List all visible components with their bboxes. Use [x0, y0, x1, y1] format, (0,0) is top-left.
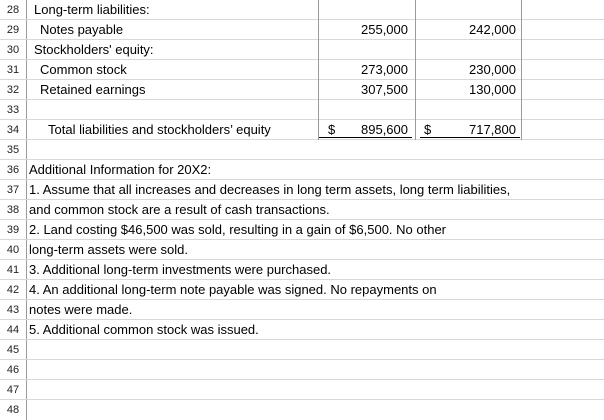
- row-number[interactable]: 46: [0, 360, 27, 380]
- grid-line: [0, 39, 604, 40]
- sheet-row: [0, 340, 604, 360]
- row-number[interactable]: 41: [0, 260, 27, 280]
- sheet-row: [0, 80, 604, 100]
- grid-line: [0, 399, 604, 400]
- sheet-row: [0, 160, 604, 180]
- grid-line: [0, 259, 604, 260]
- row-number[interactable]: 28: [0, 0, 27, 20]
- grid-line: [0, 19, 604, 20]
- cell-label[interactable]: Additional Information for 20X2:: [29, 162, 212, 177]
- grid-line: [0, 199, 604, 200]
- cell-label[interactable]: Retained earnings: [40, 82, 146, 97]
- cell-value-20x2[interactable]: 307,500: [318, 80, 412, 100]
- sheet-row: [0, 120, 604, 140]
- cell-label[interactable]: 3. Additional long-term investments were purchased.: [29, 262, 332, 277]
- sheet-row: [0, 100, 604, 120]
- grid-line: [0, 179, 604, 180]
- sheet-row: [0, 360, 604, 380]
- sheet-row: [0, 60, 604, 80]
- grid-line: [0, 239, 604, 240]
- cell-value-20x1[interactable]: 242,000: [469, 22, 516, 37]
- cell-value-20x2[interactable]: 255,000: [361, 22, 408, 37]
- sheet-row: [0, 180, 604, 200]
- row-number[interactable]: 36: [0, 160, 27, 180]
- cell-label[interactable]: long-term assets were sold.: [29, 242, 188, 257]
- sheet-row: [0, 220, 604, 240]
- row-number[interactable]: 42: [0, 280, 27, 300]
- sheet-row: [0, 260, 604, 280]
- row-number[interactable]: 45: [0, 340, 27, 360]
- cell-value-20x2[interactable]: 273,000: [361, 62, 408, 77]
- grid-line: [0, 139, 604, 140]
- cell-value-20x1[interactable]: 130,000: [420, 80, 520, 100]
- cell-label[interactable]: Total liabilities and stockholders’ equity: [48, 122, 271, 137]
- sheet-row: [0, 300, 604, 320]
- row-number[interactable]: 40: [0, 240, 27, 260]
- cell-value-20x1[interactable]: 230,000: [469, 62, 516, 77]
- cell-value-20x1[interactable]: 717,800: [420, 120, 520, 140]
- column-border: [415, 0, 416, 140]
- row-number[interactable]: 44: [0, 320, 27, 340]
- row-number[interactable]: 47: [0, 380, 27, 400]
- grid-line: [0, 299, 604, 300]
- sheet-row: [0, 320, 604, 340]
- sheet-row: [0, 400, 604, 420]
- grid-line: [0, 119, 604, 120]
- cell-label[interactable]: Stockholders' equity:: [34, 42, 154, 57]
- cell-value-20x2[interactable]: 895,600: [318, 120, 412, 140]
- row-number[interactable]: 33: [0, 100, 27, 120]
- grid-line: [0, 339, 604, 340]
- row-number[interactable]: 29: [0, 20, 27, 40]
- cell-label[interactable]: 1. Assume that all increases and decreases in long term assets, long term liabilities,: [29, 182, 511, 197]
- row-number[interactable]: 34: [0, 120, 27, 140]
- sheet-row: [0, 40, 604, 60]
- grid-line: [0, 59, 604, 60]
- grid-line: [0, 79, 604, 80]
- grid-line: [0, 359, 604, 360]
- currency-symbol: $: [424, 122, 432, 137]
- sheet-row: [0, 20, 604, 40]
- sheet-row: [0, 0, 604, 20]
- sheet-row: [0, 240, 604, 260]
- column-border: [521, 0, 522, 140]
- cell-label[interactable]: Notes payable: [40, 22, 124, 37]
- grid-line: [0, 219, 604, 220]
- currency-symbol: $: [328, 122, 336, 137]
- row-number[interactable]: 43: [0, 300, 27, 320]
- row-number[interactable]: 37: [0, 180, 27, 200]
- cell-label[interactable]: 2. Land costing $46,500 was sold, resulting in a gain of $6,500. No other: [29, 222, 447, 237]
- grid-line: [0, 159, 604, 160]
- sheet-row: [0, 280, 604, 300]
- row-number[interactable]: 35: [0, 140, 27, 160]
- sheet-row: [0, 380, 604, 400]
- grid-line: [0, 379, 604, 380]
- row-number[interactable]: 30: [0, 40, 27, 60]
- row-number[interactable]: 32: [0, 80, 27, 100]
- grid-line: [0, 319, 604, 320]
- sheet-row: [0, 200, 604, 220]
- cell-label[interactable]: Long-term liabilities:: [34, 2, 150, 17]
- cell-label[interactable]: and common stock are a result of cash transactions.: [29, 202, 330, 217]
- cell-label[interactable]: notes were made.: [29, 302, 133, 317]
- cell-label[interactable]: 4. An additional long-term note payable was signed. No repayments on: [29, 282, 437, 297]
- row-number[interactable]: 48: [0, 400, 27, 420]
- cell-label[interactable]: 5. Additional common stock was issued.: [29, 322, 259, 337]
- column-border: [318, 0, 319, 140]
- row-number[interactable]: 31: [0, 60, 27, 80]
- grid-line: [0, 279, 604, 280]
- sheet-row: [0, 140, 604, 160]
- row-number[interactable]: 38: [0, 200, 27, 220]
- row-number[interactable]: 39: [0, 220, 27, 240]
- cell-label[interactable]: Common stock: [40, 62, 127, 77]
- grid-line: [0, 99, 604, 100]
